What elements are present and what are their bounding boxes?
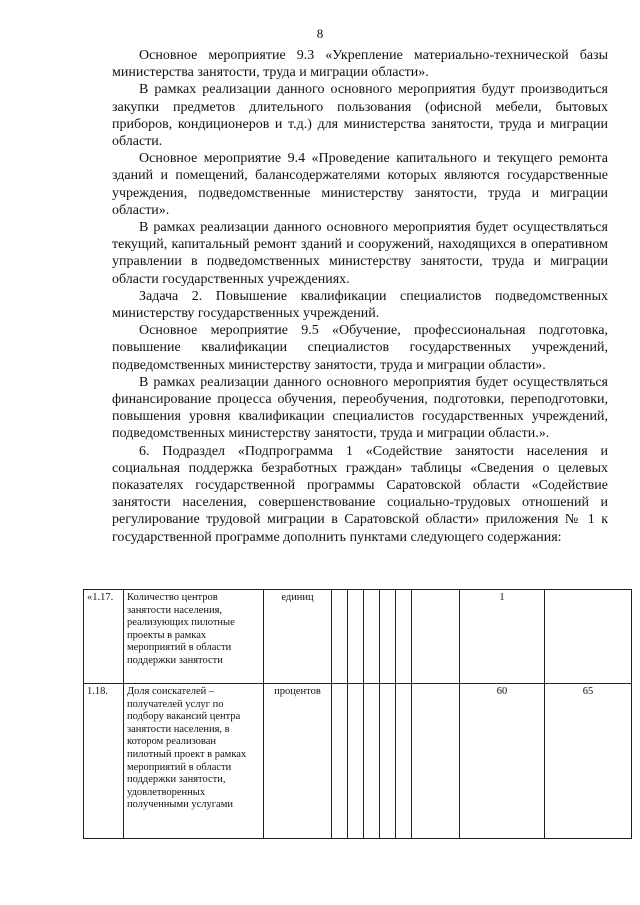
indicators-table <box>83 589 632 839</box>
row-number: «1.17. <box>84 590 124 684</box>
row-number: 1.18. <box>84 684 124 839</box>
value-cell <box>380 684 396 839</box>
value-cell <box>332 590 348 684</box>
value-cell <box>545 590 632 684</box>
paragraph: Основное мероприятие 9.5 «Обучение, профессиональная подготовка, повышение квалификации специалистов государственных учреждений, подведомственных министерству занятости, труда и миграции области». <box>112 323 608 373</box>
page-number: 8 <box>316 26 324 41</box>
paragraph: В рамках реализации данного основного мероприятия будет осуществляться текущий, капитальный ремонт зданий и сооружений, находящихся в оперативном управлении в подведомственных министерству занятости, труда и миграции области государственных учреждениях. <box>112 220 608 287</box>
value-cell <box>396 590 412 684</box>
value-cell: 1 <box>460 590 545 684</box>
value-cell <box>348 590 364 684</box>
unit-cell: процентов <box>264 684 332 839</box>
table-row <box>84 590 632 684</box>
paragraph: В рамках реализации данного основного мероприятия будут производиться закупки предметов длительного пользования (офисной мебели, бытовых приборов, кондиционеров и т.д.) для министерства занятости, труда и миграции области. <box>112 82 608 150</box>
value-cell <box>348 684 364 839</box>
table-row <box>84 684 632 839</box>
paragraph: 6. Подраздел «Подпрограмма 1 «Содействие занятости населения и социальная поддержка безработных граждан» таблицы «Сведения о целевых показателях государственной программы Саратовской области «Содействие занятости населения, совершенствование социально-трудовых отношений и регулирование трудовой миграции в Саратовской области» приложения № 1 к государственной программе дополнить пунктами следующего содержания: <box>112 443 608 545</box>
value-cell <box>380 590 396 684</box>
body-text <box>112 47 608 546</box>
indicator-name: Количество центров занятости населения, реализующих пилотные проекты в рамках мероприятий в области поддержки занятости <box>124 590 264 684</box>
paragraph: Основное мероприятие 9.3 «Укрепление материально-технической базы министерства занятости, труда и миграции области». <box>112 48 608 81</box>
value-cell: 65 <box>545 684 632 839</box>
paragraph: Основное мероприятие 9.4 «Проведение капитального и текущего ремонта зданий и помещений, балансодержателями которых являются государственные учреждения, подведомственные министерству занятости, труда и миграции области». <box>112 151 608 218</box>
value-cell: 60 <box>460 684 545 839</box>
indicator-name: Доля соискателей – получателей услуг по подбору вакансий центра занятости населения, в котором реализован пилотный проект в рамках мероприятий в области поддержки занятости, удовлетворенных полученными услугами <box>124 684 264 839</box>
unit-cell: единиц <box>264 590 332 684</box>
value-cell <box>332 684 348 839</box>
paragraph: Задача 2. Повышение квалификации специалистов подведомственных министерству государственных учреждений. <box>112 288 608 322</box>
value-cell <box>396 684 412 839</box>
value-cell <box>364 684 380 839</box>
paragraph: В рамках реализации данного основного мероприятия будет осуществляться финансирование процесса обучения, переобучения, подготовки, переподготовки, повышения уровня квалификации специалистов государственных учреждений, подведомственных министерству занятости, труда и миграции области.». <box>112 374 608 442</box>
value-cell <box>364 590 380 684</box>
value-cell <box>412 684 460 839</box>
value-cell <box>412 590 460 684</box>
